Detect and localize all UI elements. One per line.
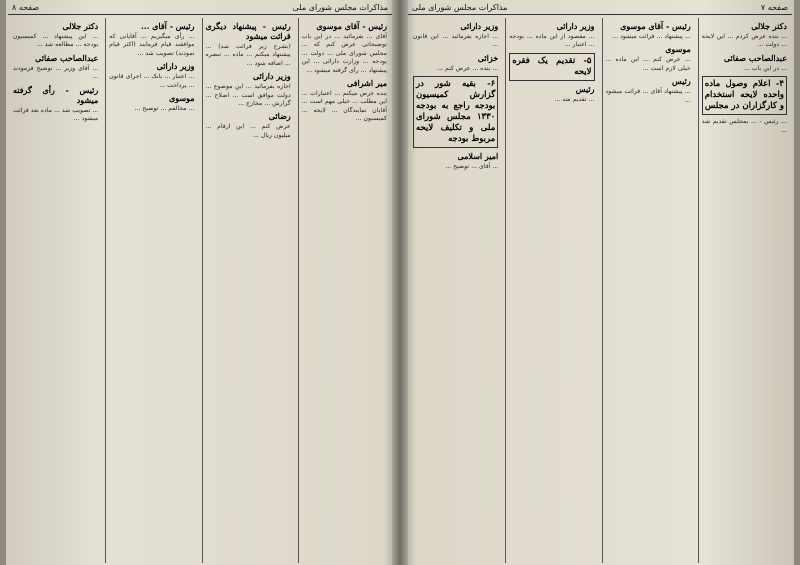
paragraph: ... آقای ... توضیح ...	[445, 163, 499, 171]
paragraph: ... پیشنهاد آقای ... قرائت میشود ...	[605, 88, 691, 104]
paragraph: اجازه بفرمائید ... این موضوع ... دولت موافق است ... اصلاح ... گزارش ... مخارج ...	[205, 83, 291, 108]
speaker-heading: وزیر دارائی	[460, 21, 499, 31]
section-heading: ۴- اعلام وصول ماده واحده لایحه استخدام و کارگزاران در مجلس	[702, 76, 787, 115]
right-col-3	[505, 18, 597, 563]
speaker-heading: دکتر جلالی	[62, 21, 99, 31]
paragraph: بنده عرض میکنم ... اعتبارات ... این مطلب ... خیلی مهم است ... آقایان نمایندگان ... لایحه ... کمیسیون ...	[301, 90, 387, 123]
speaker-heading: رئیس - آقای موسوی	[620, 21, 691, 31]
paragraph: ... تصویب شد ... ماده بعد قرائت میشود ...	[13, 106, 99, 123]
speaker-heading: عبدالصاحب صفائی	[35, 52, 99, 63]
paragraph: ... مقصود از این ماده ... بودجه ... اعتبار ...	[509, 33, 595, 49]
left-col-3	[105, 18, 197, 563]
speaker-heading: رئیس - آقای ...	[141, 21, 195, 31]
speaker-heading: رضائی	[268, 111, 291, 122]
left-col-1	[298, 18, 390, 563]
right-col-4	[410, 18, 501, 563]
section-heading: ۶- بقیه شور در گزارش کمیسیون بودجه راجع به بودجه ۱۳۳۰ مجلس شورای ملی و تکلیف لایحه مربوط بودجه	[413, 76, 498, 148]
page-edge-left	[0, 0, 6, 565]
right-page	[408, 0, 792, 565]
left-col-4	[10, 18, 101, 563]
speaker-heading: موسوی	[168, 93, 195, 104]
left-header-title: مذاکرات مجلس شورای ملی	[292, 2, 388, 12]
right-col-1	[698, 18, 790, 563]
paragraph: ... اعتبار ... بانک ... اجرای قانون ... پرداخت ...	[109, 73, 195, 89]
right-header-title: مذاکرات مجلس شورای ملی	[412, 2, 508, 12]
page-edge-right	[794, 0, 800, 565]
speaker-heading: عبدالصاحب صفائی	[723, 52, 787, 63]
right-page-columns	[408, 15, 792, 563]
speaker-heading: رئیس - پیشنهاد دیگری قرائت میشود	[205, 21, 291, 41]
speaker-heading: دکتر جلالی	[751, 21, 787, 31]
speaker-heading: موسوی	[665, 44, 691, 55]
speaker-heading: وزیر دارائی	[156, 61, 195, 72]
speaker-heading: میر اشرافی	[347, 78, 387, 89]
left-page-header	[8, 0, 392, 15]
section-heading: ۵- تقدیم یک فقره لایحه	[509, 53, 594, 81]
right-page-header	[408, 0, 792, 15]
speaker-heading: رئیس	[575, 83, 595, 94]
paragraph: ... رئیس - ... بمجلس تقدیم شد ...	[701, 118, 787, 134]
center-fold	[392, 0, 408, 565]
left-page	[8, 0, 392, 565]
paragraph: ... اجازه بفرمائید ... این قانون ...	[413, 33, 499, 49]
left-col-2	[202, 18, 294, 563]
paragraph: ... پیشنهاد ... قرائت میشود ...	[612, 33, 691, 40]
paragraph: ... در این باب ...	[744, 64, 787, 72]
paragraph: عرض کنم ... این ارقام ... میلیون ریال ...	[205, 123, 291, 139]
right-header-page-number: صفحه ۷	[760, 2, 788, 12]
speaker-heading: وزیر دارائی	[252, 71, 291, 82]
paragraph: آقای ... بفرمائید ... در این باب توضیحاتی عرض کنم که ... مجلس شورای ملی ... دولت ... بودجه ... وزارت دارائی ... این پیشنهاد ... رأی گرفته میشود ...	[301, 33, 387, 74]
speaker-heading: خزائی	[477, 52, 499, 63]
speaker-heading: رئیس - آقای موسوی	[316, 21, 387, 31]
paragraph: ... مخالفم ... توضیح ...	[134, 105, 195, 113]
speaker-heading: وزیر دارائی	[556, 21, 595, 31]
left-header-page-number: صفحه ۸	[12, 2, 40, 12]
paragraph: ... بنده عرض کردم ... این لایحه ... دولت ...	[701, 33, 787, 49]
left-page-columns	[8, 15, 392, 563]
paragraph: ... رأی میگیریم ... آقایانی که موافقند قیام فرمایند (اکثر قیام نمودند) تصویب شد ...	[109, 33, 195, 57]
paragraph: ... عرض کنم ... این ماده ... خیلی لازم است ...	[605, 56, 691, 72]
paragraph: (بشرح زیر قرائت شد) ... پیشنهاد میکنم ... ماده ... تبصره ... اضافه شود ...	[205, 43, 291, 67]
paragraph: ... این پیشنهاد ... کمیسیون بودجه ... مطالعه شد ...	[13, 33, 99, 49]
paragraph: ... آقای وزیر ... توضیح فرمودند ...	[13, 64, 99, 81]
speaker-heading: رئیس - رأی گرفته میشود	[13, 84, 99, 105]
speaker-heading: رئیس	[672, 76, 691, 87]
speaker-heading: امیر اسلامی	[457, 151, 499, 162]
paragraph: ... تقدیم شد ...	[554, 95, 595, 103]
paragraph: ... بنده ... عرض کنم ...	[437, 64, 499, 72]
right-col-2	[602, 18, 694, 563]
